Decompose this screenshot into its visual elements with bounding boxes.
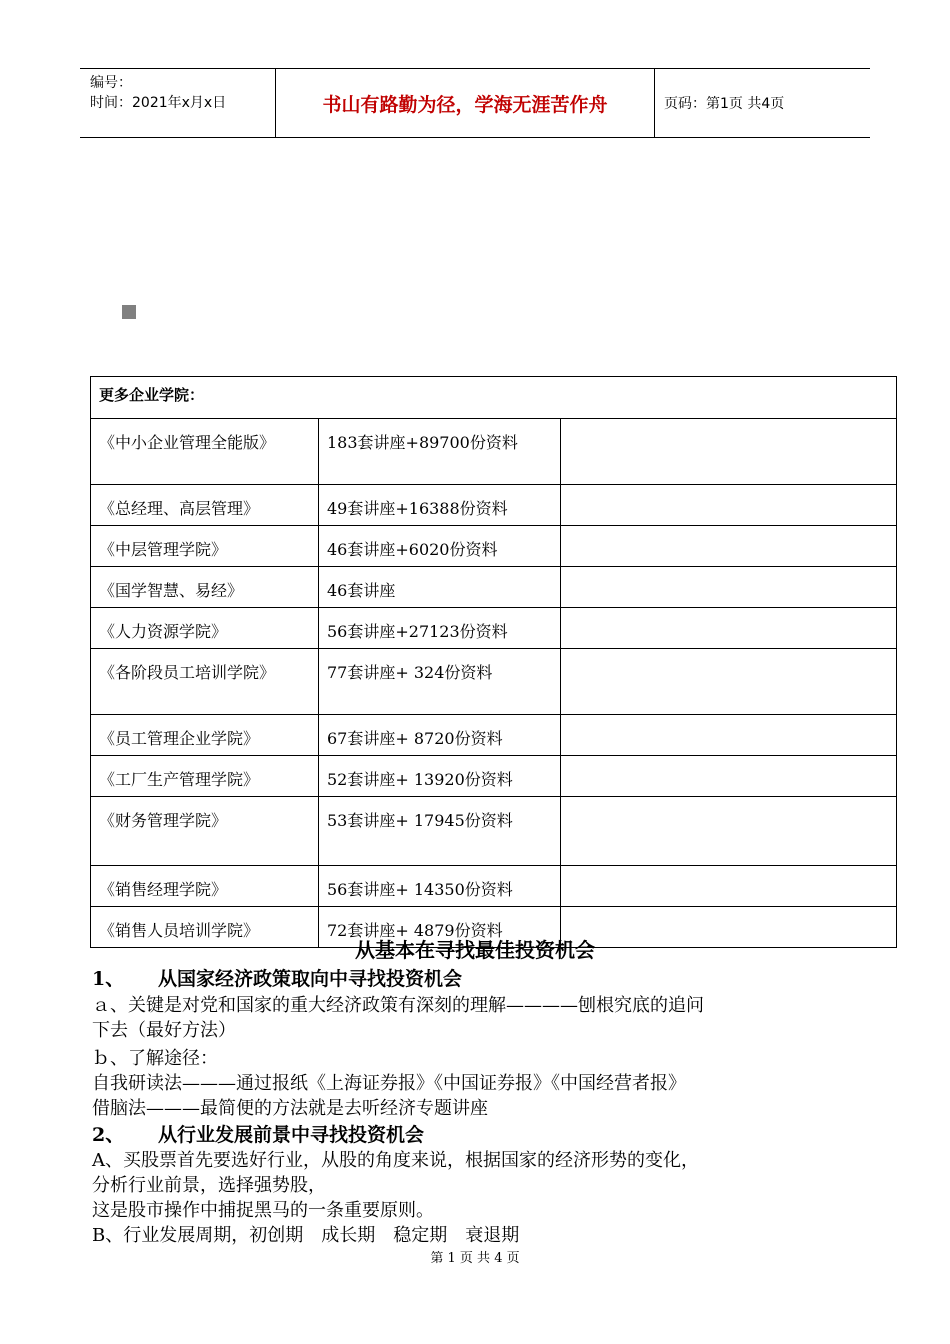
table-row — [91, 485, 897, 526]
course-name: 《工厂生产管理学院》 — [91, 756, 319, 797]
course-empty-cell — [561, 526, 897, 567]
section-1-number: 1、 — [92, 968, 125, 990]
paragraph-line: 借脑法———最简便的方法就是去听经济专题讲座 — [92, 1098, 488, 1119]
section-1-heading — [92, 964, 462, 991]
course-detail: 77套讲座+ 324份资料 — [319, 649, 561, 715]
table-row — [91, 866, 897, 907]
course-name: 《人力资源学院》 — [91, 608, 319, 649]
gray-square-icon — [122, 305, 136, 319]
course-detail: 67套讲座+ 8720份资料 — [319, 715, 561, 756]
page-footer: 第 1 页 共 4 页 — [430, 1251, 520, 1266]
course-name: 《国学智慧、易经》 — [91, 567, 319, 608]
course-name: 《销售人员培训学院》 — [91, 907, 319, 948]
course-empty-cell — [561, 567, 897, 608]
course-empty-cell — [561, 649, 897, 715]
paragraph-line: 这是股市操作中捕捉黑马的一条重要原则。 — [92, 1200, 434, 1221]
header-meta — [80, 69, 276, 137]
section-1-title: 从国家经济政策取向中寻找投资机会 — [158, 968, 463, 990]
time-label: 时间：2021年x月x日 — [90, 95, 227, 111]
table-row — [91, 608, 897, 649]
course-name: 《中小企业管理全能版》 — [91, 419, 319, 485]
course-detail: 183套讲座+89700份资料 — [319, 419, 561, 485]
course-empty-cell — [561, 797, 897, 866]
paragraph-line: 下去（最好方法） — [92, 1020, 236, 1041]
paragraph-line: A、买股票首先要选好行业，从股的角度来说，根据国家的经济形势的变化， — [92, 1150, 699, 1171]
course-detail: 56套讲座+ 14350份资料 — [319, 866, 561, 907]
paragraph-line: 分析行业前景，选择强势股， — [92, 1175, 326, 1196]
course-empty-cell — [561, 485, 897, 526]
paragraph-line: 自我研读法———通过报纸《上海证券报》《中国证券报》《中国经营者报》 — [92, 1073, 686, 1094]
course-name: 《员工管理企业学院》 — [91, 715, 319, 756]
course-detail: 52套讲座+ 13920份资料 — [319, 756, 561, 797]
course-detail: 49套讲座+16388份资料 — [319, 485, 561, 526]
course-detail: 46套讲座 — [319, 567, 561, 608]
course-name: 《各阶段员工培训学院》 — [91, 649, 319, 715]
course-name: 《销售经理学院》 — [91, 866, 319, 907]
table-row — [91, 715, 897, 756]
table-row — [91, 797, 897, 866]
section-2-heading — [92, 1120, 424, 1147]
course-detail: 53套讲座+ 17945份资料 — [319, 797, 561, 866]
header-motto: 书山有路勤为径，学海无涯苦作舟 — [276, 69, 655, 137]
paragraph-line: ａ、关键是对党和国家的重大经济政策有深刻的理解————刨根究底的追问 — [92, 995, 704, 1016]
number-label: 编号： — [90, 75, 132, 91]
table-row — [91, 526, 897, 567]
section-2-title: 从行业发展前景中寻找投资机会 — [158, 1124, 425, 1146]
table-row — [91, 567, 897, 608]
course-empty-cell — [561, 866, 897, 907]
course-detail: 46套讲座+6020份资料 — [319, 526, 561, 567]
paragraph-line: ｂ、了解途径： — [92, 1048, 218, 1069]
course-name: 《总经理、高层管理》 — [91, 485, 319, 526]
course-empty-cell — [561, 608, 897, 649]
course-detail: 72套讲座+ 4879份资料 — [319, 907, 561, 948]
table-row — [91, 649, 897, 715]
header-page-label: 页码：第1页 共4页 — [664, 96, 785, 112]
page-header — [80, 68, 870, 138]
course-detail: 56套讲座+27123份资料 — [319, 608, 561, 649]
article-title: 从基本在寻找最佳投资机会 — [355, 938, 595, 962]
table-row — [91, 756, 897, 797]
courses-table — [90, 376, 897, 948]
course-empty-cell — [561, 756, 897, 797]
course-name: 《财务管理学院》 — [91, 797, 319, 866]
course-name: 《中层管理学院》 — [91, 526, 319, 567]
course-empty-cell — [561, 419, 897, 485]
paragraph-line: B、行业发展周期，初创期 成长期 稳定期 衰退期 — [92, 1225, 520, 1246]
table-row — [91, 419, 897, 485]
course-empty-cell — [561, 715, 897, 756]
table-title: 更多企业学院： — [91, 377, 897, 419]
table-title-row — [91, 377, 897, 419]
section-2-number: 2、 — [92, 1124, 125, 1146]
